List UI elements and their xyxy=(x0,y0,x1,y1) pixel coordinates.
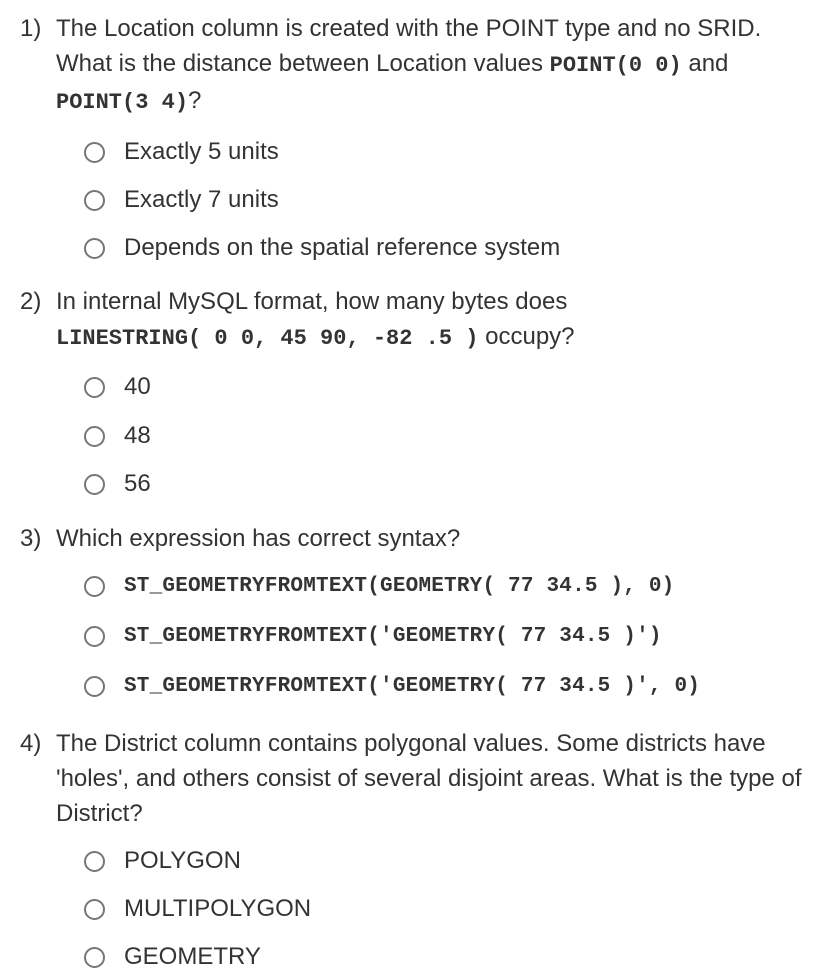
answer-option-3-2[interactable] xyxy=(84,618,662,654)
answer-option-label: POLYGON xyxy=(124,847,241,874)
question-number: 3) xyxy=(20,525,42,552)
answer-option-2-3[interactable] xyxy=(84,466,151,502)
question-text-segment: In internal MySQL format, how many bytes does xyxy=(56,288,568,315)
answer-option-label: Exactly 7 units xyxy=(124,186,279,213)
answer-option-label: ST_GEOMETRYFROMTEXT('GEOMETRY( 77 34.5 )') xyxy=(124,624,662,648)
radio-button[interactable] xyxy=(84,377,105,398)
question-text xyxy=(56,284,808,356)
question-code-segment: POINT(0 0) xyxy=(549,53,682,78)
radio-button[interactable] xyxy=(84,899,105,920)
radio-button[interactable] xyxy=(84,676,105,697)
question-text-segment: Which expression has correct syntax? xyxy=(56,525,461,552)
question-text-segment: and xyxy=(681,50,729,77)
radio-button[interactable] xyxy=(84,626,105,647)
answer-option-2-2[interactable] xyxy=(84,418,151,454)
question-number: 2) xyxy=(20,288,42,315)
answer-option-label: 48 xyxy=(124,422,151,449)
question-number: 4) xyxy=(20,730,42,757)
answer-option-label: Exactly 5 units xyxy=(124,138,279,165)
answer-option-label: 40 xyxy=(124,373,151,400)
radio-button[interactable] xyxy=(84,190,105,211)
answer-option-label: 56 xyxy=(124,470,151,497)
radio-button[interactable] xyxy=(84,576,105,597)
answer-option-label: ST_GEOMETRYFROMTEXT('GEOMETRY( 77 34.5 )', 0) xyxy=(124,674,701,698)
answer-option-2-1[interactable] xyxy=(84,369,151,405)
question-number: 1) xyxy=(20,15,42,42)
answer-option-1-3[interactable] xyxy=(84,230,560,266)
question-text xyxy=(56,521,808,556)
answer-option-4-2[interactable] xyxy=(84,891,311,927)
answer-option-label: MULTIPOLYGON xyxy=(124,895,312,922)
question-text xyxy=(56,726,808,831)
question-text xyxy=(56,11,808,120)
answer-option-1-2[interactable] xyxy=(84,182,279,218)
radio-button[interactable] xyxy=(84,474,105,495)
question-code-segment: LINESTRING( 0 0, 45 90, -82 .5 ) xyxy=(56,326,479,351)
answer-option-4-1[interactable] xyxy=(84,843,241,879)
answer-option-4-3[interactable] xyxy=(84,939,261,975)
radio-button[interactable] xyxy=(84,947,105,968)
radio-button[interactable] xyxy=(84,426,105,447)
answer-option-1-1[interactable] xyxy=(84,134,279,170)
question-code-segment: POINT(3 4) xyxy=(56,90,189,115)
answer-option-label: ST_GEOMETRYFROMTEXT(GEOMETRY( 77 34.5 ), 0) xyxy=(124,574,675,598)
answer-option-3-1[interactable] xyxy=(84,568,675,604)
radio-button[interactable] xyxy=(84,851,105,872)
question-text-segment: ? xyxy=(188,87,202,114)
answer-option-label: GEOMETRY xyxy=(124,943,261,970)
answer-option-label: Depends on the spatial reference system xyxy=(124,234,561,261)
question-text-segment: occupy? xyxy=(478,323,575,350)
question-text-segment: The District column contains polygonal values. Some districts have 'holes', and others consist of several disjoint areas. What is the type of District? xyxy=(56,730,802,827)
radio-button[interactable] xyxy=(84,142,105,163)
answer-option-3-3[interactable] xyxy=(84,668,700,704)
radio-button[interactable] xyxy=(84,238,105,259)
question-text-segment: The Location column is created with the POINT type and no SRID. What is the distance between Location values xyxy=(56,15,762,77)
